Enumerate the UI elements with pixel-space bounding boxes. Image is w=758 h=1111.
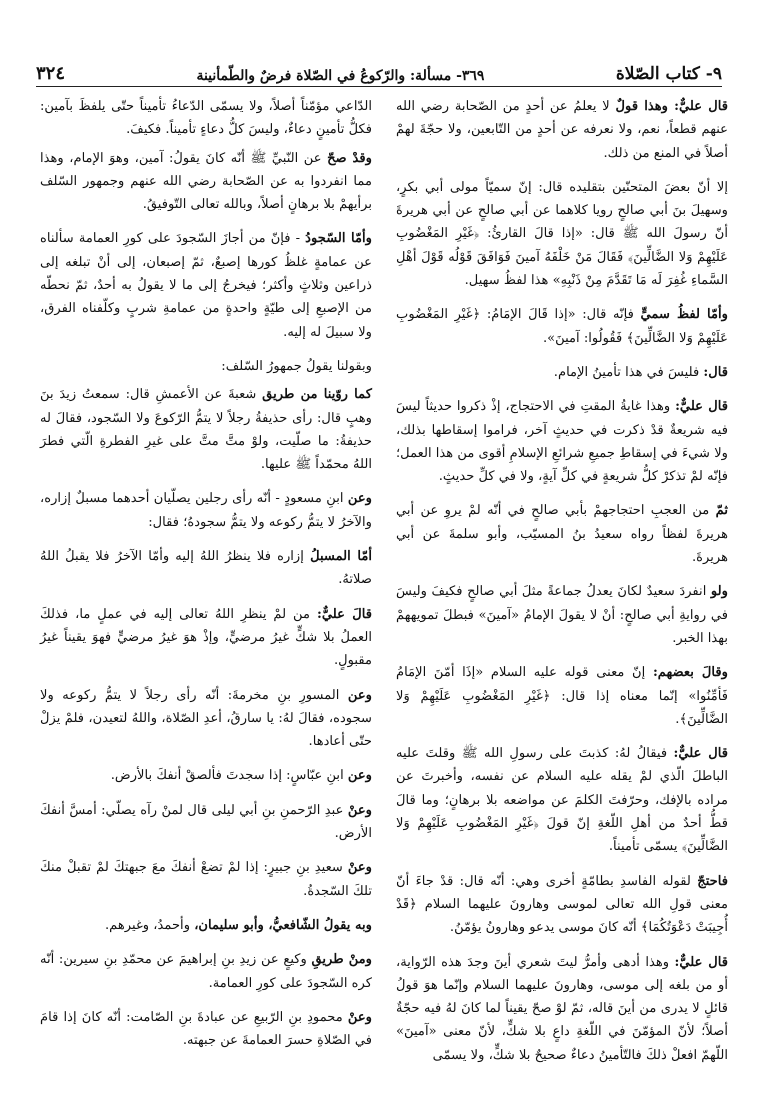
- paragraph-text: انفردَ سعيدٌ لكانَ يعدلُ جماعةً مثلَ أبي صالحٍ فكيفَ وليسَ في روايةِ أبي صالحٍ: أنْ لا يقولَ الإمامُ «آمينَ» فبطلَ تمويههمْ بهذا الخبر.: [396, 584, 728, 646]
- paragraph-text: فإنّه قال: «إذا قَالَ الإمَامُ: ﴿غَيْرِ المَغْضُوبِ عَلَيْهِمْ وَلا الضَّالِّينَ﴾ فَقُولُوا: آمينَ».: [396, 307, 728, 346]
- paragraph: [40, 799, 372, 846]
- paragraph: [396, 361, 728, 384]
- paragraph: [40, 948, 372, 995]
- paragraph-text: وأحمدُ، وغيرهم.: [105, 917, 191, 933]
- paragraph: [40, 227, 372, 343]
- paragraph-lead: قال:: [703, 364, 728, 380]
- running-header: [36, 56, 722, 87]
- paragraph-text: عبدِ الرّحمنِ بنِ أبي ليلى قال لمنْ رآه يصلّي: أمسَّ أنفكَ الأرض.: [40, 802, 372, 842]
- paragraph: [396, 742, 728, 858]
- paragraph-lead: قال عليٌّ:: [675, 399, 728, 415]
- paragraph-text: من العجبِ احتجاجهمْ بأبي صالحٍ في أنّه لمْ يروِ عن أبي هريرةَ لفظاً رواه سعيدُ بنُ المسيّب، وأبو سلمةَ عن أبي هريرةَ.: [396, 503, 728, 566]
- paragraph-lead: وبه يقولُ الشّافعيُّ، وأبو سليمان،: [194, 917, 372, 933]
- paragraph-text: وهذا غايةُ المقتِ في الاحتجاج، إذْ ذكروا حديثاً ليسَ فيه شريعةٌ قدْ ذكرت في حديثٍ آخر، فراموا إسقاطها بذلك، ولا شيءَ في إسقاطِ جميعِ شرائعِ الإسلامِ أقوى من هذا العمل؛ فإنّه لمْ تذكرْ كلُّ شريعةٍ في كلِّ آيةٍ، ولا في كلِّ حديثٍ.: [396, 399, 728, 485]
- page-number: ٣٢٤: [36, 63, 66, 84]
- paragraph: [396, 951, 728, 1067]
- paragraph-lead: وعنْ: [347, 1009, 372, 1025]
- paragraph: [40, 764, 372, 787]
- paragraph-lead: قال عليٌّ:: [674, 954, 728, 970]
- paragraph-text: إلا أنّ بعضَ المتحنّين بتقليده قال: إنّ سميّاً مولى أبي بكرٍ، وسهيلَ بنَ أبي صالحٍ رويا كلاهما عن أبي صالحٍ عن أبي هريرةَ أنّ رسولَ الله ﷺ قال: «إذا قالَ القارئُ: ﴿غَيْرِ المَغْضُوبِ عَلَيْهِمْ وَلا الضَّالِّينَ﴾ فَقَالَ مَنْ خَلْفَهُ آمينَ فَوَافَقَ قَوْلُه قَوْلَ أهْلِ السَّماءِ غُفِرَ لَه مَا تَقَدَّمَ مِنْ ذَنْبِهِ» هذا لفظُ سهيل.: [396, 179, 728, 289]
- paragraph-text: وكيعٍ عن زيدِ بنِ إبراهيمَ عن محمّدِ بنِ سيرين: أنّه كره السّجودَ على كورِ العمامة.: [40, 952, 372, 991]
- paragraph-text: عن النّبيِّ ﷺ أنّه كانَ يقولُ: آمين، وهوَ الإمام، وهذا مما انفردوا به عن الصّحابة رضي الله عنهم وجمهور السّلف برأيهمْ بلا برهانٍ أصلاً، وبالله تعالى التّوفيقُ.: [40, 150, 372, 213]
- paragraph: [40, 603, 372, 673]
- paragraph: [40, 383, 372, 476]
- paragraph-lead: قال عليٌّ: وهذا قولٌ: [615, 99, 729, 114]
- paragraph-text: ابنِ عبّاسٍ: إذا سجدتَ فألصقْ أنفكَ بالأرض.: [110, 768, 344, 784]
- paragraph: [396, 661, 728, 731]
- paragraph-text: لقوله الفاسدِ بطامّةٍ أخرى وهي: أنّه قال: قدْ جاءَ أنّ معنى قولِ الله تعالى لموسى وهارونَ عليهما السلام ﴿قَدْ أُجِيبَتْ دَعْوَتُكُمَا﴾ أنّه كانَ موسى يدعو وهارونُ يؤمّنُ.: [396, 873, 728, 936]
- paragraph-lead: وعن: [347, 768, 372, 784]
- paragraph: [40, 684, 372, 754]
- paragraph: [396, 580, 728, 650]
- paragraph-text: المسورِ بنِ مخرمةَ: أنّه رأى رجلاً لا يتمُّ ركوعه ولا سجوده، فقالَ لهُ: يا سارقُ، أعدِ الصّلاة، واللهُ لتعيدن، فلمْ يزلْ حتّى أعادها.: [40, 687, 372, 750]
- paragraph-text: وهذا أدهى وأمرُّ ليتَ شعري أينَ وجدَ هذه الرّواية، أو من بلغه إلى موسى، وهارونَ عليهما السلام وإنّما هوَ قولُ قائلٍ لا يدرى من أينَ قاله، ثمّ لوْ صحّ يقيناً لما كانَ لهُ فيه حجّةٌ أصلاً؛ لأنّ المؤمّنَ في اللّغةِ داعٍ بلا شكٍّ، لأنّ معنى «آمينَ» اللّهمّ افعلْ ذلكَ فالتّأمينُ دعاءٌ صحيحٌ بلا شكٍّ، ولا يسمّى: [396, 954, 728, 1063]
- paragraph-text: سعيدِ بنِ جبيرٍ: إذا لمْ تضعْ أنفكَ معَ جبهتكَ لمْ تقبلْ منكَ تلكَ السّجدةُ.: [40, 860, 372, 899]
- paragraph: [40, 545, 372, 592]
- paragraph: [40, 1006, 372, 1053]
- paragraph-text: محمودِ بنِ الرّبيعِ عن عبادةَ بنِ الصّامت: أنّه كانَ إذا قامَ في الصّلاةِ حسرَ العمامةَ عن جبهته.: [40, 1009, 372, 1049]
- paragraph-text: - فإنّ من أجازَ السّجودَ على كورِ العمامة سألناه عن عمامةٍ غلظُ كورها إصبعٌ، ثمّ إصبعان، إلى أنْ تبلغه إلى ذراعين وثلاثٍ وأكثر؛ فيخرجُ إلى ما لا يقولُ به أحدٌ، ثمّ نحطّه من الإصبعِ إلى طيّةٍ واحدةٍ من عمامةِ شربٍ وكلّفناه الفرق، ولا سبيلَ له إليه.: [40, 231, 372, 340]
- paragraph: [40, 856, 372, 903]
- paragraph-text: لا يعلمُ عن أحدٍ من الصّحابة رضي الله عنهم قطعاً، نعم، ولا نعرفه عن أحدٍ من التّابعين، ولا حجّةَ لهمْ أصلاً في المنع من ذلك.: [396, 99, 728, 161]
- paragraph-lead: وعنْ: [347, 802, 372, 818]
- left-text-column: [40, 95, 372, 1063]
- paragraph: [396, 176, 728, 292]
- paragraph: [396, 395, 728, 488]
- paragraph: [40, 914, 372, 937]
- paragraph: [396, 499, 728, 569]
- paragraph-lead: ثمّ: [715, 503, 728, 519]
- paragraph-lead: فاحتجّ: [697, 873, 728, 889]
- paragraph: [40, 95, 372, 142]
- header-section-title: ٣٦٩- مسألة: والرّكوعُ في الصّلاة فرضٌ والطّمأنينة: [196, 68, 485, 84]
- paragraph-lead: وقدْ صحّ: [327, 150, 372, 166]
- paragraph: [396, 870, 728, 940]
- paragraph-lead: وعن: [347, 687, 372, 703]
- paragraph: [40, 355, 372, 378]
- paragraph: [396, 303, 728, 350]
- paragraph-text: فليسَ في هذا تأمينُ الإمام.: [553, 364, 700, 380]
- paragraph-lead: قالَ عليٌّ:: [317, 606, 372, 622]
- paragraph-lead: وعن: [347, 491, 372, 507]
- paragraph-lead: وأمّا لفظُ سميٍّ: [640, 307, 728, 323]
- paragraph-text: ابنِ مسعودٍ - أنّه رأى رجلين يصلّيان أحدهما مسبلٌ إزاره، والآخرُ لا يتمُّ ركوعه ولا يتمُّ سجودهُ؛ فقال:: [40, 491, 372, 530]
- paragraph-lead: وعنْ: [347, 860, 372, 876]
- paragraph-lead: قال عليٌّ:: [673, 746, 728, 762]
- paragraph-text: من لمْ ينظرِ اللهُ تعالى إليه في عملٍ ما، فذلكَ العملُ بلا شكٍّ غيرُ مرضيٍّ، وإذْ هوَ غيرُ مرضيٍّ فهوَ يقيناً غيرُ مقبولٍ.: [40, 606, 372, 669]
- paragraph-text: الدّاعي مؤمّناً أصلاً، ولا يسمّى الدّعاءُ تأميناً حتّى يلفظَ بآمين: فكلُّ تأمينٍ دعاءٌ، وليسَ كلُّ دعاءٍ تأميناً. فكيفَ.: [40, 99, 372, 138]
- paragraph: [40, 487, 372, 534]
- paragraph: [40, 147, 372, 217]
- paragraph-lead: وأمّا السّجودُ: [305, 231, 372, 247]
- paragraph-text: فيقالُ لهُ: كذبتَ على رسولِ الله ﷺ وقلتَ عليه الباطلَ الّذي لمْ يقله عليه السلام عن نفسه، وأخبرتَ عن مراده بالإفك، وحرّفتَ الكلمَ عن مواضعه بلا برهانٍ؛ وما قالَ قطُّ أحدٌ من أهلِ اللّغةِ إنّ قولَ ﴿غَيْرِ المَغْضُوبِ عَلَيْهِمْ وَلا الضَّالِّينَ﴾ يسمّى تأميناً.: [396, 746, 728, 855]
- paragraph-lead: ولو: [710, 584, 728, 600]
- paragraph-text: إنّ معنى قوله عليه السلام «إذَا أمّنَ الإمَامُ فَأمِّنُوا» إنّما معناه إذا قال: ﴿غَيْرِ المَغْضُوبِ عَلَيْهِمْ وَلا الضَّالِّينَ﴾.: [396, 665, 728, 727]
- paragraph-text: شعبةَ عن الأعمشِ قال: سمعتُ زيدَ بنَ وهبٍ قال: رأى حذيفةُ رجلاً لا يتمُّ الرّكوعَ ولا السّجود، فقالَ له حذيفةُ: ما صلّيت، ولوْ متَّ متَّ على غيرِ الفطرةِ الّتي فطرَ اللهُ محمّداً ﷺ عليها.: [40, 387, 372, 473]
- paragraph-text: وبقولنا يقولُ جمهورُ السّلف:: [221, 358, 372, 374]
- paragraph-lead: كما روّينا من طريق: [262, 387, 372, 403]
- paragraph-lead: أمّا المسبلُ: [310, 549, 372, 565]
- paragraph: [396, 95, 728, 165]
- paragraph-lead: ومنْ طريقِ: [311, 952, 373, 968]
- right-text-column: [396, 95, 728, 1078]
- paragraph-lead: وقالَ بعضهم:: [652, 665, 728, 681]
- header-book-title: ٩- كتاب الصّلاة: [615, 64, 722, 84]
- paragraph-text: إزاره فلا ينظرُ اللهُ إليه وأمّا الآخرُ فلا يقبلُ اللهُ صلاتهُ.: [40, 549, 372, 588]
